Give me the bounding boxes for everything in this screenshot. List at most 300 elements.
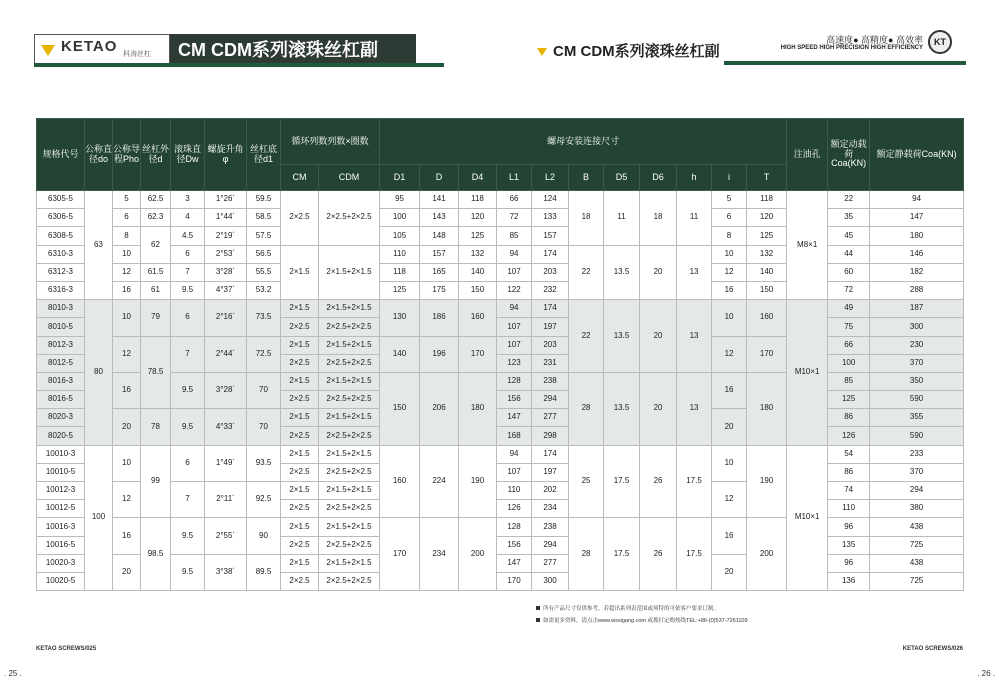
cell: 10012-5 [37, 500, 85, 518]
cell: 10 [113, 445, 141, 481]
cell: 2×1.5 [281, 372, 319, 390]
cell: 20 [712, 409, 747, 445]
cell: 590 [870, 427, 964, 445]
cell: 10010-3 [37, 445, 85, 463]
cell: 1°49´ [205, 445, 247, 481]
col-oil: 注油孔 [787, 119, 828, 191]
cell: 9.5 [171, 372, 205, 408]
cell: 130 [380, 300, 420, 336]
cell: 234 [420, 518, 459, 591]
cell: 150 [459, 281, 497, 299]
cell: 122 [497, 281, 532, 299]
cell: 62 [141, 227, 171, 263]
cell: 2×1.5 [281, 554, 319, 572]
footer-left: KETAO SCREWS/025 [36, 646, 97, 652]
col-L2: L2 [532, 165, 569, 191]
cell: 4°33´ [205, 409, 247, 445]
cell: 4°37´ [205, 281, 247, 299]
cell: 182 [870, 263, 964, 281]
cell: 17.5 [604, 445, 640, 518]
cell: 11 [677, 191, 712, 246]
cell: 120 [459, 209, 497, 227]
cell: 200 [459, 518, 497, 591]
cell: M10×1 [787, 300, 828, 446]
cell: 370 [870, 354, 964, 372]
cell: 61.5 [141, 263, 171, 281]
cell: 206 [420, 372, 459, 445]
cell: 72 [828, 281, 870, 299]
col-T: T [747, 165, 787, 191]
cell: 3 [171, 191, 205, 209]
cell: 157 [420, 245, 459, 263]
cell: 53.2 [247, 281, 281, 299]
cell: 160 [459, 300, 497, 336]
cell: 140 [380, 336, 420, 372]
page-title-right [537, 40, 720, 61]
cell: 26 [640, 445, 677, 518]
cell: 190 [747, 445, 787, 518]
cell: 203 [532, 336, 569, 354]
cell: 141 [420, 191, 459, 209]
cell: 57.5 [247, 227, 281, 245]
cell: 2×1.5 [281, 445, 319, 463]
cell: 8012-3 [37, 336, 85, 354]
cell: 6 [712, 209, 747, 227]
cell: 20 [113, 554, 141, 590]
cell: 147 [870, 209, 964, 227]
cell: 8010-5 [37, 318, 85, 336]
footer-right: KETAO SCREWS/026 [902, 646, 963, 652]
col-D1: D1 [380, 165, 420, 191]
note-text: 如需更多资料，请点击www.wssigang.com 或拨打定购热线TEL:+86-(0)537-7261109 [543, 618, 748, 624]
cell: 294 [532, 536, 569, 554]
cell: 2×1.5+2×1.5 [319, 300, 380, 318]
table-row [37, 445, 964, 463]
cell: 105 [380, 227, 420, 245]
cell: 168 [497, 427, 532, 445]
cell: 99 [141, 445, 171, 518]
cell: 66 [828, 336, 870, 354]
cell: 2°16´ [205, 300, 247, 336]
cell: 100 [85, 445, 113, 591]
cell: 174 [532, 245, 569, 263]
cell: 2°11´ [205, 482, 247, 518]
cell: 13 [677, 245, 712, 300]
cell: 174 [532, 300, 569, 318]
cell: 200 [747, 518, 787, 591]
cell: 20 [712, 554, 747, 590]
cell: 73.5 [247, 300, 281, 336]
cell: 150 [747, 281, 787, 299]
table-row [37, 300, 964, 318]
page-number-right: . 26 . [977, 669, 995, 678]
col-L1: L1 [497, 165, 532, 191]
col-code: 规格代号 [37, 119, 85, 191]
cell: 10 [712, 300, 747, 336]
cell: 8020-5 [37, 427, 85, 445]
cell: 233 [870, 445, 964, 463]
cell: 7 [171, 263, 205, 281]
slogan-en: HIGH SPEED HIGH PRECISION HIGH EFFICIENCY [780, 45, 923, 51]
cell: 59.5 [247, 191, 281, 209]
cell: 125 [459, 227, 497, 245]
cell: 133 [532, 209, 569, 227]
cell: 4.5 [171, 227, 205, 245]
cell: 230 [870, 336, 964, 354]
bullet-icon [536, 618, 540, 622]
title-text: CM CDM系列滚珠丝杠副 [553, 43, 720, 60]
cell: 190 [459, 445, 497, 518]
cell: 125 [747, 227, 787, 245]
cell: 94 [497, 445, 532, 463]
cell: 62.3 [141, 209, 171, 227]
cell: 10020-5 [37, 572, 85, 590]
bullet-icon [536, 606, 540, 610]
cell: 2×1.5+2×1.5 [319, 518, 380, 536]
cell: 124 [532, 191, 569, 209]
cell: 22 [569, 245, 604, 300]
cell: 12 [113, 482, 141, 518]
cell: 186 [420, 300, 459, 336]
cell: 95 [380, 191, 420, 209]
cell: 180 [459, 372, 497, 445]
col-coa0: 额定静载荷Coa(KN) [870, 119, 964, 191]
col-B: B [569, 165, 604, 191]
cell: 160 [747, 300, 787, 336]
cell: 590 [870, 391, 964, 409]
cell: 2°44´ [205, 336, 247, 372]
cell: 6 [171, 445, 205, 481]
cell: 232 [532, 281, 569, 299]
cell: 2°55´ [205, 518, 247, 554]
cell: 2×1.5 [281, 245, 319, 300]
cell: 238 [532, 372, 569, 390]
col-D5: D5 [604, 165, 640, 191]
cell: 3°38´ [205, 554, 247, 590]
cell: 20 [640, 245, 677, 300]
cell: 20 [640, 372, 677, 445]
cell: 17.5 [604, 518, 640, 591]
cell: 2×1.5 [281, 518, 319, 536]
cell: 28 [569, 372, 604, 445]
cell: 107 [497, 463, 532, 481]
cell: M10×1 [787, 445, 828, 591]
cell: 2×2.5 [281, 536, 319, 554]
col-cdm: CDM [319, 165, 380, 191]
cell: 89.5 [247, 554, 281, 590]
cell: 3°28´ [205, 372, 247, 408]
cell: 75 [828, 318, 870, 336]
cell: 56.5 [247, 245, 281, 263]
divider [724, 61, 966, 65]
cell: 100 [380, 209, 420, 227]
cell: 6310-3 [37, 245, 85, 263]
cell: 28 [569, 518, 604, 591]
cell: 61 [141, 281, 171, 299]
cell: 2°53´ [205, 245, 247, 263]
cell: 196 [420, 336, 459, 372]
cell: 92.5 [247, 482, 281, 518]
col-phi: 螺旋升角φ [205, 119, 247, 191]
cell: 16 [712, 518, 747, 554]
cell: 49 [828, 300, 870, 318]
cell: 17.5 [677, 518, 712, 591]
cell: 146 [870, 245, 964, 263]
cell: 13.5 [604, 372, 640, 445]
cell: 8 [712, 227, 747, 245]
note-text: 所有产品尺寸仅供参考，若超出系列表范围或须特的可依客户要求订制。 [543, 606, 720, 612]
cell: 85 [497, 227, 532, 245]
cell: 294 [870, 482, 964, 500]
cell: 2×2.5 [281, 191, 319, 246]
spec-table [36, 118, 964, 591]
cell: 725 [870, 536, 964, 554]
cell: 55.5 [247, 263, 281, 281]
cell: 238 [532, 518, 569, 536]
cell: 100 [828, 354, 870, 372]
cell: 17.5 [677, 445, 712, 518]
cell: 2×1.5+2×1.5 [319, 445, 380, 463]
cell: 5 [113, 191, 141, 209]
cell: 147 [497, 409, 532, 427]
cell: 126 [828, 427, 870, 445]
cell: 118 [747, 191, 787, 209]
cell: 6 [171, 300, 205, 336]
divider [34, 63, 444, 67]
cell: 107 [497, 336, 532, 354]
cell: 150 [380, 372, 420, 445]
cell: 62.5 [141, 191, 171, 209]
cell: 175 [420, 281, 459, 299]
cell: 16 [712, 372, 747, 408]
cell: 94 [870, 191, 964, 209]
cell: 298 [532, 427, 569, 445]
cell: 35 [828, 209, 870, 227]
cell: 6316-3 [37, 281, 85, 299]
cell: 94 [497, 245, 532, 263]
cell: 2×2.5 [281, 391, 319, 409]
cell: 12 [113, 336, 141, 372]
cell: 6 [113, 209, 141, 227]
cell: 147 [497, 554, 532, 572]
cell: 13.5 [604, 245, 640, 300]
cell: 25 [569, 445, 604, 518]
cell: 2×1.5 [281, 482, 319, 500]
cell: 438 [870, 554, 964, 572]
cell: 1°26´ [205, 191, 247, 209]
cell: 10020-3 [37, 554, 85, 572]
cell: 2×2.5 [281, 572, 319, 590]
cell: 224 [420, 445, 459, 518]
cell: 85 [828, 372, 870, 390]
cell: 20 [113, 409, 141, 445]
cell: 2×2.5 [281, 463, 319, 481]
cell: 118 [459, 191, 497, 209]
cell: 8016-3 [37, 372, 85, 390]
cell: 7 [171, 482, 205, 518]
cell: 72 [497, 209, 532, 227]
logo-text: KETAO [61, 38, 118, 55]
brand-header [34, 34, 380, 66]
cell: 128 [497, 518, 532, 536]
cell: 148 [420, 227, 459, 245]
cell: 18 [569, 191, 604, 246]
cell: 79 [141, 300, 171, 336]
cell: 197 [532, 463, 569, 481]
cell: 10016-5 [37, 536, 85, 554]
cell: 350 [870, 372, 964, 390]
cell: 10016-3 [37, 518, 85, 536]
cell: 16 [113, 518, 141, 554]
col-h: h [677, 165, 712, 191]
cell: 2×2.5+2×2.5 [319, 500, 380, 518]
cell: 10012-3 [37, 482, 85, 500]
cell: 203 [532, 263, 569, 281]
cell: 2×2.5+2×2.5 [319, 318, 380, 336]
cell: 2×1.5 [281, 409, 319, 427]
cell: 6 [171, 245, 205, 263]
cell: 3°28´ [205, 263, 247, 281]
cell: 16 [113, 281, 141, 299]
cell: 2×2.5+2×2.5 [319, 391, 380, 409]
col-mount: 螺母安装连接尺寸 [380, 119, 787, 165]
cell: 93.5 [247, 445, 281, 481]
cell: 2×2.5 [281, 500, 319, 518]
cell: 78 [141, 409, 171, 445]
cell: 8020-3 [37, 409, 85, 427]
cell: 125 [828, 391, 870, 409]
cell: 197 [532, 318, 569, 336]
cell: 294 [532, 391, 569, 409]
col-i: i [712, 165, 747, 191]
cell: 187 [870, 300, 964, 318]
cell: 202 [532, 482, 569, 500]
cell: 6308-5 [37, 227, 85, 245]
col-D6: D6 [640, 165, 677, 191]
cell: 13.5 [604, 300, 640, 373]
logo [34, 34, 170, 66]
cell: 58.5 [247, 209, 281, 227]
col-dw: 滚珠直径Dw [171, 119, 205, 191]
cell: 26 [640, 518, 677, 591]
cell: 120 [747, 209, 787, 227]
cell: 157 [532, 227, 569, 245]
cell: 174 [532, 445, 569, 463]
cell: 10010-5 [37, 463, 85, 481]
cell: 63 [85, 191, 113, 300]
cell: 86 [828, 463, 870, 481]
cell: 725 [870, 572, 964, 590]
col-d0: 公称直径do [85, 119, 113, 191]
cell: 2×2.5+2×2.5 [319, 354, 380, 372]
cell: 8010-3 [37, 300, 85, 318]
cell: 370 [870, 463, 964, 481]
cell: 170 [380, 518, 420, 591]
col-coa: 额定动载荷Coa(KN) [828, 119, 870, 191]
cell: 22 [569, 300, 604, 373]
cell: 2×2.5 [281, 427, 319, 445]
cell: 20 [640, 300, 677, 373]
cell: 10 [712, 245, 747, 263]
cell: 54 [828, 445, 870, 463]
col-D: D [420, 165, 459, 191]
cell: 2×1.5+2×1.5 [319, 482, 380, 500]
cell: 126 [497, 500, 532, 518]
cell: 2×2.5 [281, 354, 319, 372]
cell: 11 [604, 191, 640, 246]
cell: 10 [712, 445, 747, 481]
cell: 98.5 [141, 518, 171, 591]
cell: 4 [171, 209, 205, 227]
cell: 60 [828, 263, 870, 281]
cell: 12 [712, 336, 747, 372]
page-title-left: CM CDM系列滚珠丝杠副 [170, 34, 416, 66]
cell: 2×1.5 [281, 336, 319, 354]
cell: 125 [380, 281, 420, 299]
cell: M8×1 [787, 191, 828, 300]
col-pho: 公称导程Pho [113, 119, 141, 191]
cell: 170 [747, 336, 787, 372]
page-number-left: . 25 . [4, 669, 22, 678]
cell: 143 [420, 209, 459, 227]
slogan: 高速度● 高精度● 高效率 [826, 35, 923, 45]
cell: 9.5 [171, 409, 205, 445]
cell: 72.5 [247, 336, 281, 372]
cell: 12 [113, 263, 141, 281]
cell: 6305-5 [37, 191, 85, 209]
cell: 96 [828, 518, 870, 536]
cell: 438 [870, 518, 964, 536]
cell: 140 [459, 263, 497, 281]
cell: 8 [113, 227, 141, 245]
col-cm: CM [281, 165, 319, 191]
cell: 140 [747, 263, 787, 281]
cell: 22 [828, 191, 870, 209]
cell: 170 [497, 572, 532, 590]
cell: 2×2.5+2×2.5 [319, 536, 380, 554]
cell: 86 [828, 409, 870, 427]
col-cycle: 循环列数列数×圈数 [281, 119, 380, 165]
cell: 288 [870, 281, 964, 299]
cell: 12 [712, 263, 747, 281]
cell: 277 [532, 409, 569, 427]
cell: 9.5 [171, 554, 205, 590]
cell: 16 [712, 281, 747, 299]
cell: 180 [870, 227, 964, 245]
cell: 156 [497, 536, 532, 554]
cell: 2×1.5+2×1.5 [319, 409, 380, 427]
cell: 1°44´ [205, 209, 247, 227]
logo-sub: 科涛丝杠 [123, 51, 151, 58]
cell: 135 [828, 536, 870, 554]
note-1 [536, 604, 719, 612]
cell: 74 [828, 482, 870, 500]
cell: 16 [113, 372, 141, 408]
cell: 9.5 [171, 281, 205, 299]
cell: 66 [497, 191, 532, 209]
cell: 165 [420, 263, 459, 281]
cell: 8012-5 [37, 354, 85, 372]
cell: 7 [171, 336, 205, 372]
cell: 107 [497, 263, 532, 281]
note-2 [536, 616, 748, 624]
cell: 156 [497, 391, 532, 409]
cell: 96 [828, 554, 870, 572]
cell: 300 [870, 318, 964, 336]
cell: 13 [677, 300, 712, 373]
cell: 231 [532, 354, 569, 372]
cell: 2×2.5+2×2.5 [319, 191, 380, 246]
